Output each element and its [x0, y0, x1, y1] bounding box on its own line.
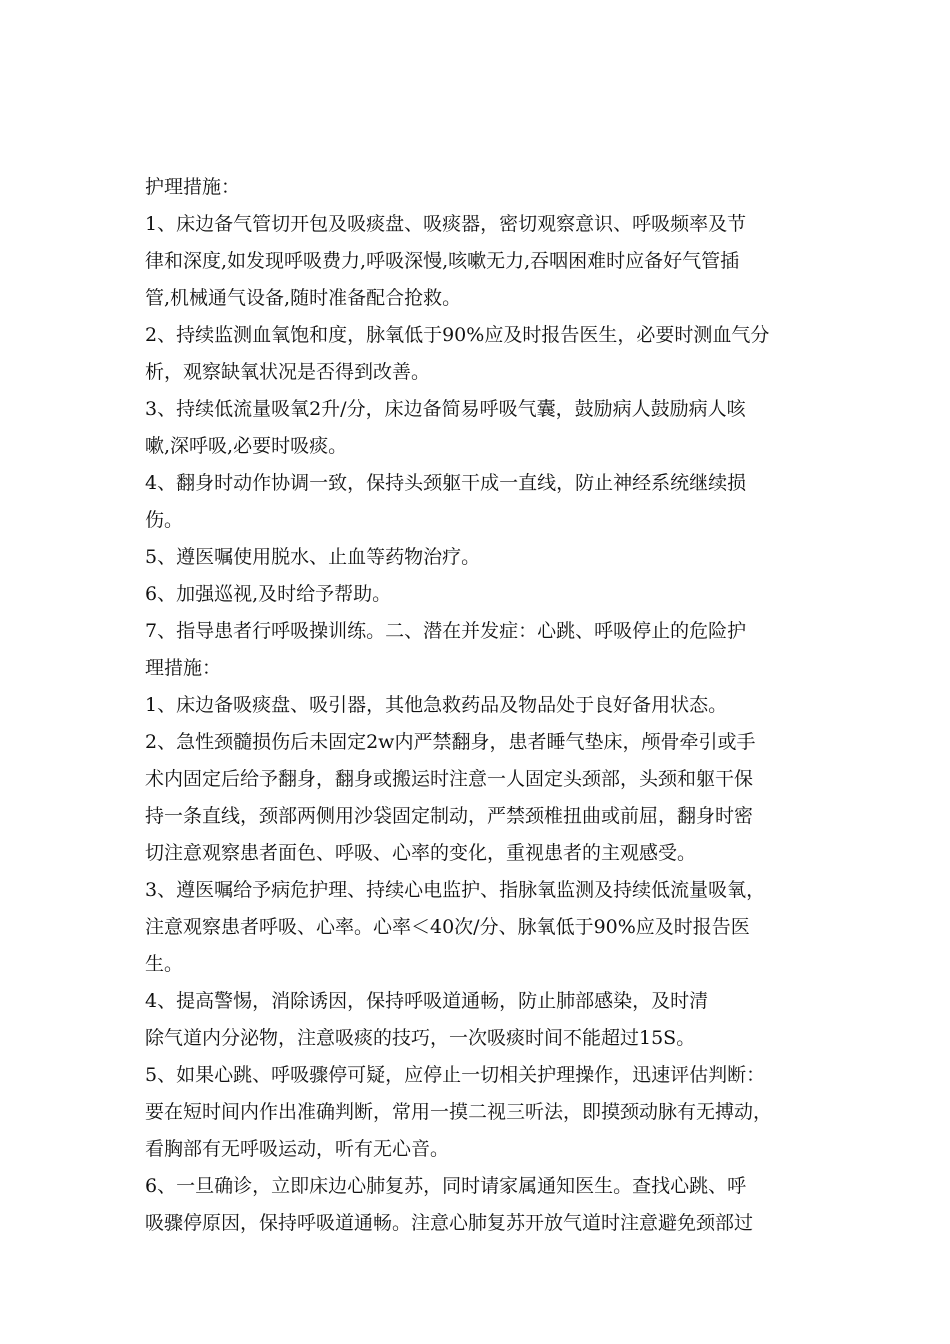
- text-line: 注意观察患者呼吸、心率。心率＜40次/分、脉氧低于90%应及时报告医: [145, 916, 750, 938]
- text-line: 2、持续监测血氧饱和度，脉氧低于90%应及时报告医生，必要时测血气分: [145, 324, 770, 346]
- text-line: 切注意观察患者面色、呼吸、心率的变化，重视患者的主观感受。: [145, 842, 697, 864]
- text-line: 4、翻身时动作协调一致，保持头颈躯干成一直线，防止神经系统继续损: [145, 472, 747, 494]
- document-body: [145, 172, 845, 1238]
- text-line: 除气道内分泌物，注意吸痰的技巧，一次吸痰时间不能超过15S。: [145, 1027, 696, 1049]
- text-line: 3、遵医嘱给予病危护理、持续心电监护、指脉氧监测及持续低流量吸氧，: [145, 879, 766, 901]
- text-line: 5、遵医嘱使用脱水、止血等药物治疗。: [145, 546, 481, 568]
- text-line: 术内固定后给予翻身，翻身或搬运时注意一人固定头颈部，头颈和躯干保: [145, 768, 754, 790]
- text-line: 6、加强巡视,及时给予帮助。: [145, 583, 392, 605]
- text-line: 伤。: [145, 509, 184, 531]
- text-line: 2、急性颈髓损伤后未固定2w内严禁翻身，患者睡气垫床，颅骨牵引或手: [145, 731, 756, 753]
- text-line: 1、床边备气管切开包及吸痰盘、吸痰器，密切观察意识、呼吸频率及节: [145, 213, 747, 235]
- text-line: 3、持续低流量吸氧2升/分，床边备简易呼吸气囊，鼓励病人鼓励病人咳: [145, 398, 746, 420]
- text-line: 7、指导患者行呼吸操训练。二、潜在并发症：心跳、呼吸停止的危险护: [145, 620, 747, 642]
- text-line: 理措施：: [145, 657, 222, 679]
- text-line: 嗽,深呼吸,必要时吸痰。: [145, 435, 348, 457]
- text-line: 管,机械通气设备,随时准备配合抢救。: [145, 287, 462, 309]
- text-line: 1、床边备吸痰盘、吸引器，其他急救药品及物品处于良好备用状态。: [145, 694, 728, 716]
- text-line: 析，观察缺氧状况是否得到改善。: [145, 361, 431, 383]
- section-heading: 护理措施：: [145, 176, 241, 198]
- text-line: 4、提高警惕，消除诱因，保持呼吸道通畅，防止肺部感染，及时清: [145, 990, 709, 1012]
- text-line: 看胸部有无呼吸运动，听有无心音。: [145, 1138, 450, 1160]
- text-line: 生。: [145, 953, 184, 975]
- text-line: 要在短时间内作出准确判断，常用一摸二视三听法，即摸颈动脉有无搏动，: [145, 1101, 773, 1123]
- text-line: 持一条直线，颈部两侧用沙袋固定制动，严禁颈椎扭曲或前屈，翻身时密: [145, 805, 754, 827]
- text-line: 律和深度,如发现呼吸费力,呼吸深慢,咳嗽无力,吞咽困难时应备好气管插: [145, 250, 740, 272]
- text-line: 6、一旦确诊，立即床边心肺复苏，同时请家属通知医生。查找心跳、呼: [145, 1175, 747, 1197]
- text-line: 吸骤停原因，保持呼吸道通畅。注意心肺复苏开放气道时注意避免颈部过: [145, 1212, 754, 1234]
- text-line: 5、如果心跳、呼吸骤停可疑，应停止一切相关护理操作，迅速评估判断：: [145, 1064, 766, 1086]
